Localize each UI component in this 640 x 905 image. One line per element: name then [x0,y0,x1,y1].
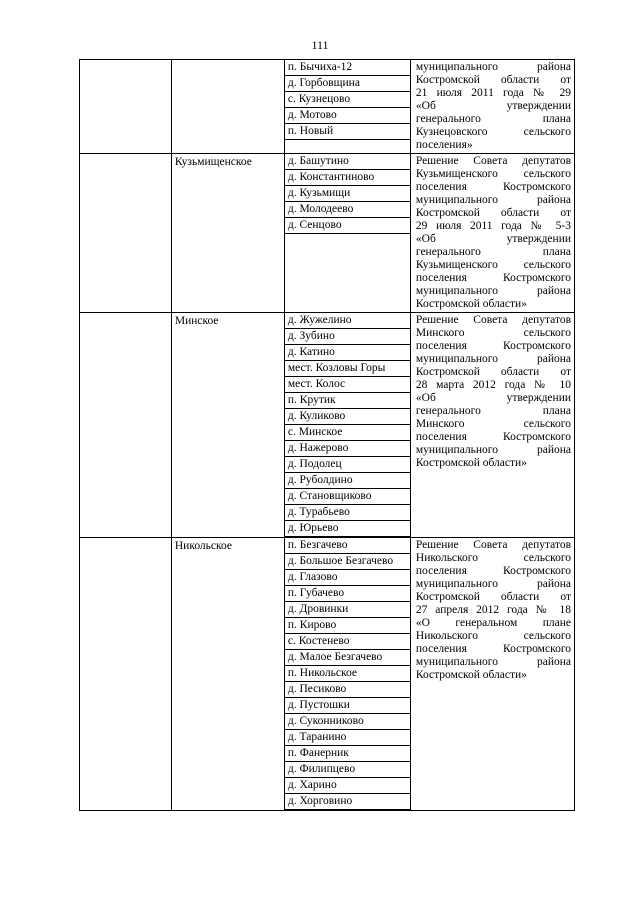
locality-item: п. Губачево [285,586,410,602]
decree-text-line: «Об утверждении [415,233,571,245]
locality-item: мест. Колос [285,377,410,393]
page-number: 111 [311,38,329,52]
decree-text-line: Решение Совета депутатов [415,155,571,167]
decree-text-line: генерального плана [415,246,571,258]
decree-text-line: Кузьмищенского сельского [415,168,571,180]
locality-item: д. Песиково [285,682,410,698]
locality-item: п. Безгачево [285,538,410,554]
locality-item: п. Крутик [285,393,410,409]
decree-text-line: Костромской области от [415,591,571,603]
decree-text-line: «Об утверждении [415,100,571,112]
decree-text-line: поселения Костромского [415,181,571,193]
decree-text-line: 28 марта 2012 года № 10 [415,379,571,391]
locality-item: п. Никольское [285,666,410,682]
locality-item: д. Подолец [285,457,410,473]
decree-text-line: поселения» [415,139,473,151]
locality-item: д. Жужелино [285,313,410,329]
locality-item: д. Пустошки [285,698,410,714]
localities-cell [284,60,410,154]
locality-item: д. Куликово [285,409,410,425]
decree-text-line: Костромской области от [415,74,571,86]
decree-text-line: муниципального района [415,61,571,73]
decree-cell [410,60,574,154]
decree-text-line: генерального плана [415,113,571,125]
decree-text-line: поселения Костромского [415,643,571,655]
decree-text-line: «О генеральном плане [415,617,571,629]
locality-item: д. Горбовщина [285,76,410,92]
district-cell [80,538,172,811]
decree-cell [410,313,574,538]
decree-text-line: Костромской области» [415,457,527,469]
locality-item: с. Костенево [285,634,410,650]
locality-item: п. Бычиха-12 [285,60,410,76]
locality-item: п. Кирово [285,618,410,634]
decree-text-line: муниципального района [415,285,571,297]
settlement-name: Минское [171,313,284,538]
localities-list [285,154,410,234]
locality-item: мест. Козловы Горы [285,361,410,377]
locality-item: д. Молодеево [285,202,410,218]
decree-text-line: муниципального района [415,353,571,365]
locality-item: д. Константиново [285,170,410,186]
decree-text-line: 27 апреля 2012 года № 18 [415,604,571,616]
locality-item: д. Большое Безгачево [285,554,410,570]
table-row [80,60,575,154]
decree-text-line: Минского сельского [415,418,571,430]
district-cell [80,60,172,154]
decree-text-line: муниципального района [415,444,571,456]
decree-text-line: Минского сельского [415,327,571,339]
localities-list [285,60,410,140]
locality-item: п. Новый [285,124,410,140]
localities-cell [284,313,410,538]
locality-item: д. Нажерово [285,441,410,457]
decree-text-line: 29 июля 2011 года № 5-3 [415,220,571,232]
locality-item: д. Катино [285,345,410,361]
locality-item: д. Становщиково [285,489,410,505]
decree-text-line: поселения Костромского [415,272,571,284]
decree-text-line: генерального плана [415,405,571,417]
locality-item: д. Глазово [285,570,410,586]
decree-text-line: Решение Совета депутатов [415,314,571,326]
decree-text-line: Костромской области от [415,366,571,378]
table-row [80,154,575,313]
decree-text-line: муниципального района [415,656,571,668]
locality-item: д. Сенцово [285,218,410,234]
locality-item: п. Фанерник [285,746,410,762]
locality-item: д. Филипцево [285,762,410,778]
locality-item: д. Мотово [285,108,410,124]
decree-text-line: «Об утверждении [415,392,571,404]
locality-item: д. Харино [285,778,410,794]
localities-cell [284,154,410,313]
decree-text-line: поселения Костромского [415,340,571,352]
table-row [80,538,575,811]
locality-item: д. Юрьево [285,521,410,537]
settlement-name: Никольское [171,538,284,811]
decree-text-line: Кузнецовского сельского [415,126,571,138]
district-cell [80,154,172,313]
decree-text-line: поселения Костромского [415,565,571,577]
locality-item: с. Кузнецово [285,92,410,108]
decree-text-line: Костромской области от [415,207,571,219]
decree-text-line: Костромской области» [415,298,527,310]
decree-text-line: Кузьмищенского сельского [415,259,571,271]
table-row [80,313,575,538]
locality-item: д. Таранино [285,730,410,746]
locality-item: д. Турабьево [285,505,410,521]
locality-item: д. Суконниково [285,714,410,730]
settlements-table [79,59,575,811]
decree-text-line: Никольского сельского [415,630,571,642]
locality-item: д. Малое Безгачево [285,650,410,666]
decree-text-line: Костромской области» [415,669,527,681]
decree-cell [410,538,574,811]
locality-item: д. Зубино [285,329,410,345]
locality-item: с. Минское [285,425,410,441]
decree-text-line: Никольского сельского [415,552,571,564]
localities-cell [284,538,410,811]
locality-item: д. Дровинки [285,602,410,618]
decree-cell [410,154,574,313]
decree-text-line: муниципального района [415,578,571,590]
settlement-name: Кузьмищенское [171,154,284,313]
locality-item: д. Руболдино [285,473,410,489]
localities-list [285,313,410,537]
decree-text-line: поселения Костромского [415,431,571,443]
settlement-name [171,60,284,154]
locality-item: д. Кузьмищи [285,186,410,202]
decree-text-line: 21 июля 2011 года № 29 [415,87,571,99]
locality-item: д. Хорговино [285,794,410,810]
district-cell [80,313,172,538]
decree-text-line: Решение Совета депутатов [415,539,571,551]
localities-list [285,538,410,810]
locality-item: д. Башутино [285,154,410,170]
decree-text-line: муниципального района [415,194,571,206]
